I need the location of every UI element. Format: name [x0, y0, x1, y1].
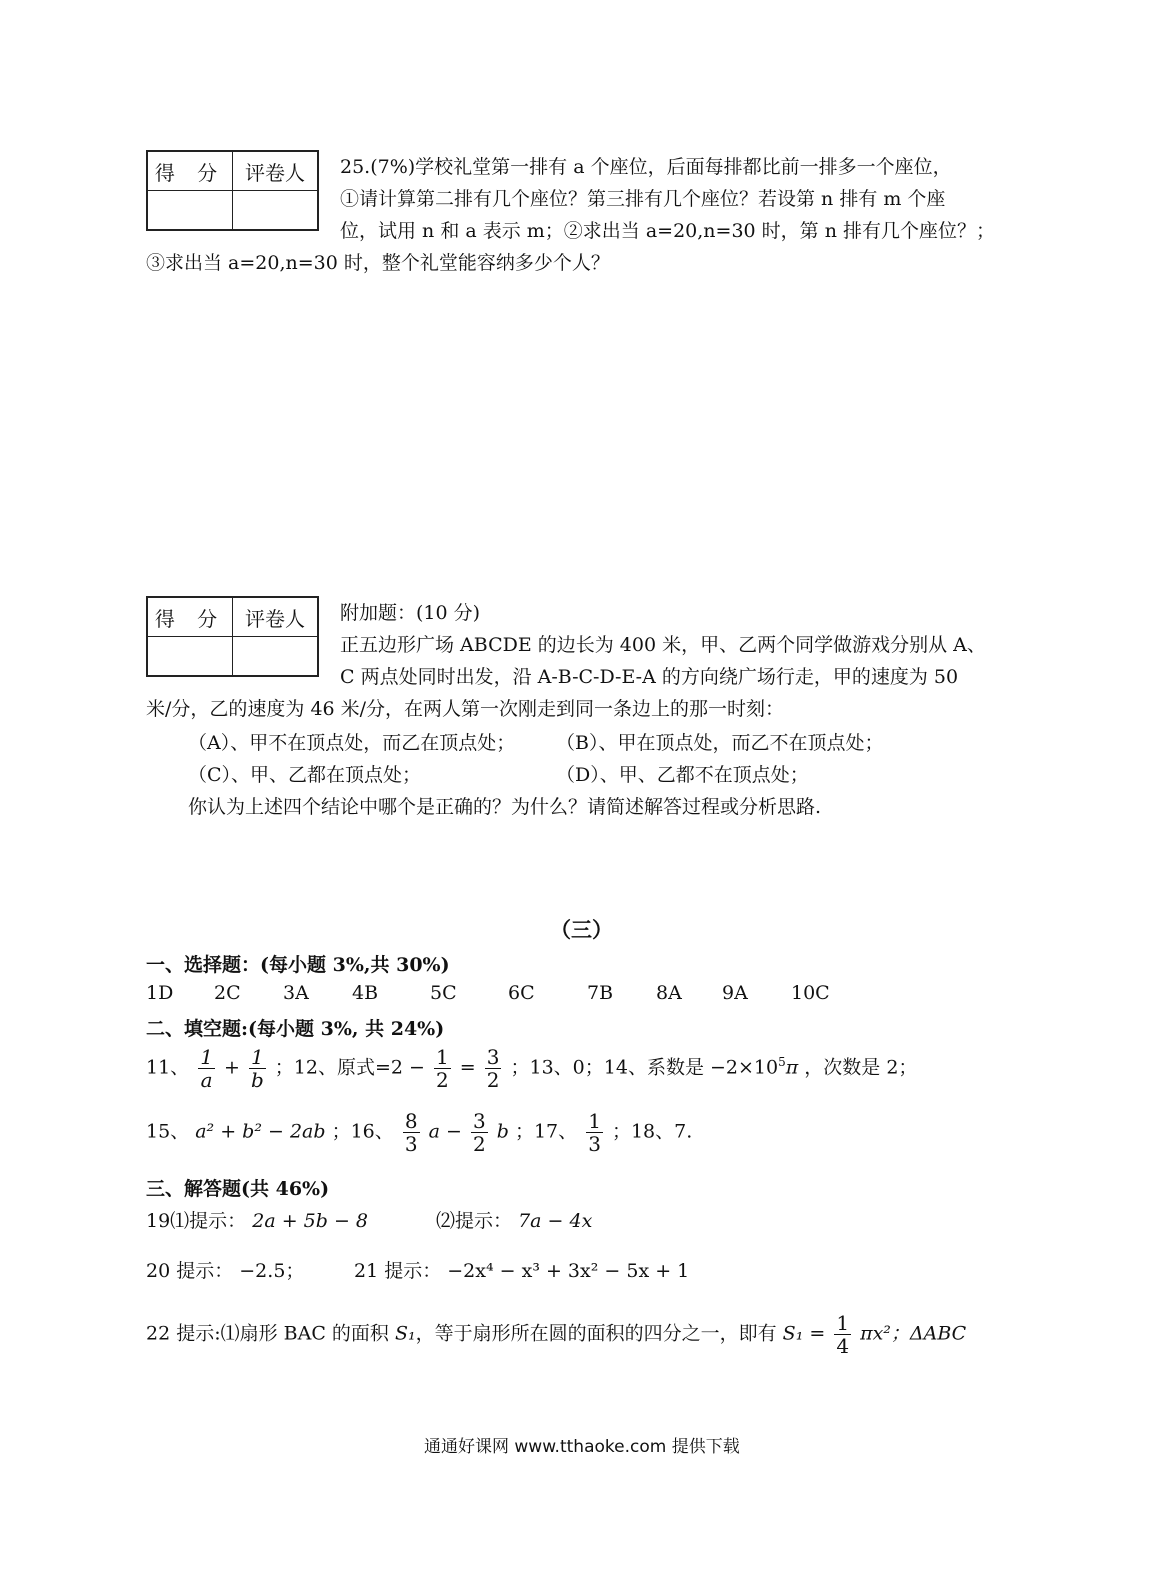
q11-label: 11、 [146, 1056, 190, 1079]
footer-text: 通通好课网 www.tthaoke.com 提供下载 [424, 1437, 740, 1457]
bonus-title: 附加题：(10 分) [340, 602, 481, 624]
q19-1-expression: 2a + 5b − 8 [252, 1210, 368, 1232]
choice-9: 9A [722, 982, 748, 1004]
grader-label: 评卷人 [233, 597, 319, 637]
q16-fraction-2 [471, 1110, 488, 1155]
choice-7: 7B [587, 982, 614, 1004]
choice-6: 6C [508, 982, 535, 1004]
equals-sign: = [459, 1056, 476, 1079]
q22-fraction [834, 1312, 851, 1357]
grader-cell [233, 191, 319, 231]
denominator: 2 [472, 1132, 486, 1156]
bonus-option-b: （B）、甲在顶点处，而乙不在顶点处； [556, 732, 884, 754]
q19-1-label: 19⑴提示： [146, 1210, 247, 1232]
numerator: 3 [486, 1045, 500, 1069]
fill-answers-line1 [146, 1046, 917, 1091]
bonus-line1: 正五边形广场 ABCDE 的边长为 400 米，甲、乙两个同学做游戏分别从 A、 [340, 634, 986, 656]
denominator: 4 [836, 1334, 850, 1358]
q16-fraction-1 [403, 1110, 420, 1155]
bonus-line3: 米/分，乙的速度为 46 米/分，在两人第一次刚走到同一条边上的那一时刻： [146, 698, 785, 720]
q17-label: ；17、 [514, 1120, 578, 1143]
choice-2: 2C [214, 982, 241, 1004]
q20-expression: −2.5； [239, 1260, 305, 1282]
pi-symbol: π [785, 1056, 799, 1079]
q14-tail: ，次数是 2； [804, 1056, 918, 1079]
choice-10: 10C [791, 982, 830, 1004]
q20-label: 20 提示： [146, 1260, 234, 1282]
denominator: 2 [435, 1068, 449, 1092]
part1-title: 一、选择题：(每小题 3%,共 30%) [146, 954, 450, 976]
fill-answers-line2 [146, 1110, 692, 1155]
numerator: 1 [435, 1045, 449, 1069]
q17-fraction [586, 1110, 603, 1155]
score-label: 得 分 [147, 597, 233, 637]
section-title: （三） [550, 917, 613, 942]
q22-text-a: 22 提示:⑴扇形 BAC 的面积 [146, 1322, 389, 1345]
score-cell [147, 191, 233, 231]
q25-line1: 25.(7%)学校礼堂第一排有 a 个座位，后面每排都比前一排多一个座位， [340, 156, 952, 178]
q22-s1-eq: S₁ = [782, 1322, 826, 1345]
q19-2-line [436, 1206, 592, 1233]
q19-2-expression: 7a − 4x [518, 1210, 593, 1232]
numerator: 1 [250, 1045, 264, 1069]
denominator: a [200, 1068, 213, 1092]
grader-label: 评卷人 [233, 151, 319, 191]
choice-1: 1D [146, 982, 174, 1004]
q16-var1: a − [428, 1120, 462, 1143]
denominator: 2 [486, 1068, 500, 1092]
q21-line [354, 1256, 689, 1283]
q21-expression: −2x⁴ − x³ + 3x² − 5x + 1 [447, 1260, 690, 1282]
plus-sign: + [224, 1056, 240, 1079]
q20-line [146, 1256, 304, 1283]
choice-4: 4B [352, 982, 379, 1004]
q22-pi-x2: πx² [860, 1322, 891, 1345]
q15-expression: a² + b² − 2ab [195, 1120, 326, 1143]
choice-8: 8A [656, 982, 682, 1004]
q22-tail: ；ΔABC [890, 1322, 967, 1345]
bonus-line2: C 两点处同时出发，沿 A-B-C-D-E-A 的方向绕广场行走，甲的速度为 50 [340, 666, 959, 688]
numerator: 8 [404, 1109, 418, 1133]
q22-line [146, 1312, 966, 1357]
grader-cell [233, 637, 319, 677]
q12-label: ；12、原式=2 − [274, 1056, 425, 1079]
q16-var2: b [496, 1120, 509, 1143]
score-cell [147, 637, 233, 677]
q21-label: 21 提示： [354, 1260, 442, 1282]
q14-exponent: 5 [778, 1055, 786, 1070]
q13-14-text: ；13、0；14、系数是 −2×10 [510, 1056, 779, 1079]
q12-fraction-2 [485, 1046, 502, 1091]
part3-title: 三、解答题(共 46%) [146, 1178, 330, 1200]
q11-fraction-1 [198, 1046, 215, 1091]
denominator: b [250, 1068, 264, 1092]
score-box-1 [146, 150, 319, 231]
q16-label: ；16、 [331, 1120, 394, 1143]
bonus-option-c: （C）、甲、乙都在顶点处； [188, 764, 422, 786]
choice-5: 5C [430, 982, 457, 1004]
q25-line4: ③求出当 a=20,n=30 时，整个礼堂能容纳多少个人？ [146, 252, 610, 274]
bonus-option-d: （D）、甲、乙都不在顶点处； [556, 764, 809, 786]
q22-text-b: ，等于扇形所在圆的面积的四分之一，即有 [415, 1322, 777, 1345]
q12-fraction-1 [434, 1046, 451, 1091]
part2-title: 二、填空题:(每小题 3%, 共 24%) [146, 1018, 445, 1040]
numerator: 1 [588, 1109, 601, 1133]
numerator: 1 [836, 1311, 850, 1335]
numerator: 1 [200, 1045, 213, 1069]
q19-2-label: ⑵提示： [436, 1210, 513, 1232]
score-label: 得 分 [147, 151, 233, 191]
denominator: 3 [588, 1132, 601, 1156]
q19-line [146, 1206, 368, 1233]
q15-label: 15、 [146, 1120, 190, 1143]
bonus-question: 你认为上述四个结论中哪个是正确的？为什么？请简述解答过程或分析思路. [188, 796, 822, 818]
score-box-2 [146, 596, 319, 677]
q18-text: ；18、7. [611, 1120, 693, 1143]
denominator: 3 [404, 1132, 418, 1156]
bonus-option-a: （A）、甲不在顶点处，而乙在顶点处； [188, 732, 516, 754]
q11-fraction-2 [249, 1046, 266, 1091]
q25-line3: 位，试用 n 和 a 表示 m；②求出当 a=20,n=30 时，第 n 排有几个座位？； [340, 220, 995, 242]
q22-s1: S₁ [394, 1322, 416, 1345]
q25-line2: ①请计算第二排有几个座位？第三排有几个座位？若设第 n 排有 m 个座 [340, 188, 946, 210]
choice-3: 3A [283, 982, 309, 1004]
numerator: 3 [472, 1109, 486, 1133]
